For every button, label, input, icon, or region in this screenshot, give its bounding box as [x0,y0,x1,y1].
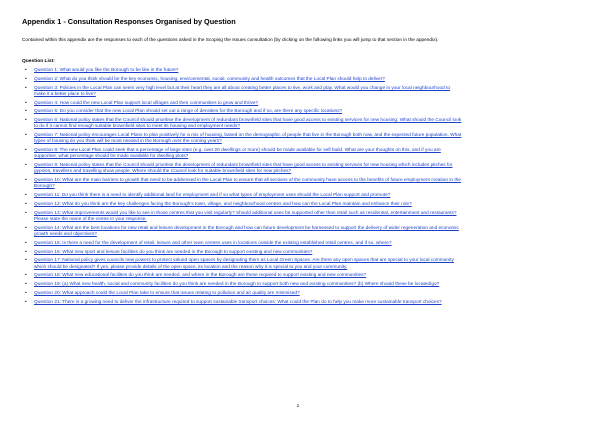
question-link-text: Question 13: What improvements would you like to see in those centres that you visit regularly? Should additional uses be supported other than retail such as residential, entertainment and restaurants? [34,210,457,216]
question-link-13[interactable] [34,211,456,222]
question-list-item [22,250,588,256]
question-link-text: Question 21: There is a growing need to deliver the infrastructure required to support sustainable transport choices: What could the Plan do to help you make more sustainable transport choices? [34,299,442,305]
bullet-icon: • [25,163,27,169]
question-link-text: types of housing do you think will be most needed in the Borough over the coming years? [34,139,222,145]
question-list-item [22,202,588,208]
question-link-text: Question 7: National policy encourages Local Plans to plan positively for a mix of housing, based on the demographic of people that live in the Borough both now, and the expected future population. What [34,133,462,139]
bullet-icon: • [25,148,27,154]
bullet-icon: • [25,193,27,199]
bullet-icon: • [25,225,27,231]
question-link-text: Question 18: What new educational facilities do you think are needed, and where in the Borough are these required to support existing and new communities? [34,273,367,279]
question-link-2[interactable] [34,77,385,82]
question-list-item [22,118,588,130]
question-list-item [22,148,588,160]
bullet-icon: • [25,299,27,305]
question-link-text: Borough? [34,184,55,190]
question-list-item [22,241,588,247]
question-list-item [22,86,588,98]
page-title: Appendix 1 - Consultation Responses Organised by Question [22,17,236,26]
question-link-text: Question 19: (a) What new health, social and community facilities do you think are needed in the Borough to support both new and existing communities? (b) Where should these be located/go? [34,282,440,288]
question-link-text: supportive, what percentage should be made available for dwelling plots? [34,154,189,160]
question-link-text: make it a better place to live? [34,91,96,97]
bullet-icon: • [25,178,27,184]
question-link-text: growth needs and objectives? [34,231,97,237]
bullet-icon: • [25,273,27,279]
question-list-item [22,273,588,279]
question-link-text: Please state the name of the centre in your response. [34,216,147,222]
question-link-text: Question 15: Is there a need for the development of retail, leisure and other town centres uses in locations outside the existing established retail centres, and if so, where? [34,240,392,246]
intro-paragraph: Contained within this appendix are the responses to each of the questions asked in the Scoping the Issues consultation (by clicking on the following links you will jump to that section in the appendix). [22,38,439,43]
question-list-heading: Question List: [22,59,55,64]
question-link-9[interactable] [34,163,453,174]
question-link-4[interactable] [34,101,258,106]
question-link-text: Question 16: What new sport and leisure facilities do you think are needed in the Borough to support existing and new communities? [34,249,313,255]
question-link-10[interactable] [34,178,461,189]
question-link-text: gypsies, travellers and travelling show people. Where should the Council look for suitable brownfield sites for new pitches? [34,169,292,175]
question-link-text: Question 9: National policy states that the Council should prioritise the development of redundant brownfield sites that have good access to existing services for new housing which includes pitches for [34,163,453,169]
question-link-text: Question 12: What do you think are the key challenges facing the Borough's town, village, and neighbourhood centres and how can the Local Plan maintain and enhance their role? [34,201,412,207]
question-list-item [22,226,588,238]
question-link-14[interactable] [34,226,459,237]
bullet-icon: • [25,109,27,115]
question-link-text: Question 11: Do you think there is a need to identify additional land for employment and if so what types of employment uses should the Local Plan support and promote? [34,193,391,199]
question-link-text: Question 1: What would you like the Borough to be like in the future? [34,68,179,73]
question-link-16[interactable] [34,250,312,255]
bullet-icon: • [25,282,27,288]
question-list-item [22,133,588,145]
bullet-icon: • [25,210,27,216]
bullet-icon: • [25,100,27,106]
bullet-icon: • [25,68,27,73]
question-link-5[interactable] [34,109,342,114]
question-link-text: Question 2: What do you think should be the key economic, housing, environmental, social, community and health outcomes that the Local Plan should help to deliver? [34,76,385,82]
question-link-text: Question 6: National policy states that the Council should prioritise the development of redundant brownfield sites that have good access to existing services for new housing. What should the Council look [34,118,462,124]
question-list-item [22,101,588,107]
question-list [22,68,588,309]
question-link-text: Question 8: The new Local Plan could seek that a percentage of large sites (e.g. over 20 dwellings or more) should be made available for self build. What are your thoughts on this, and if you are [34,148,441,154]
bullet-icon: • [25,76,27,82]
question-link-3[interactable] [34,86,450,97]
question-list-item [22,291,588,297]
question-link-6[interactable] [34,118,461,129]
question-link-12[interactable] [34,202,412,207]
bullet-icon: • [25,249,27,255]
question-link-text: Question 20: What approach could the Local Plan take to ensure that issues relating to pollution and air quality are minimised? [34,290,300,296]
question-link-text: Question 14: What are the best locations for new retail and leisure development in the Borough and how can future development be harnessed to support the delivery of wider regeneration and economic [34,225,459,231]
question-link-15[interactable] [34,241,392,246]
question-list-item [22,193,588,199]
bullet-icon: • [25,258,27,264]
question-list-item [22,300,588,306]
question-list-item [22,77,588,83]
bullet-icon: • [25,201,27,207]
question-link-8[interactable] [34,148,441,159]
question-list-item [22,178,588,190]
question-link-text: Question 10: What are the main barriers to growth that need to be addressed in the Local Plan to ensure that all sections of the community have access to the benefits of future employment creation in the [34,178,461,184]
question-link-text: Question 5: Do you consider that the new Local Plan should set out a range of densities for the Borough and if so, are there any specific locations? [34,109,343,115]
question-link-text: to do if it cannot find enough suitable brownfield sites to meet its housing and employment needs? [34,124,240,130]
page-number: 1 [296,404,300,409]
question-link-text: which should be designated? If yes, please provide details of the open space, its location and the reason why it is special to you and your community. [34,264,348,270]
question-link-text: Question 3: Policies in the Local Plan can seem very high level but at their heart they are all about creating better places to live, work and play. What would you change in your local neighbourhood to [34,85,451,91]
bullet-icon: • [25,133,27,139]
question-link-text: Question 17: National policy gives councils new powers to protect valued open spaces by designating them as Local Green Spaces. Are there any open spaces that are special to your local community [34,258,454,264]
bullet-icon: • [25,85,27,91]
question-list-item [22,258,588,270]
question-link-7[interactable] [34,133,461,144]
question-link-20[interactable] [34,291,300,296]
question-link-11[interactable] [34,193,390,198]
question-link-21[interactable] [34,300,442,305]
question-list-item [22,68,588,74]
bullet-icon: • [25,118,27,124]
question-link-1[interactable] [34,68,178,73]
question-link-text: Question 4: How could the new Local Plan support local villages and their communities to grow and thrive? [34,100,259,106]
question-list-item [22,163,588,175]
bullet-icon: • [25,240,27,246]
question-list-item [22,282,588,288]
question-link-18[interactable] [34,273,366,278]
question-link-19[interactable] [34,282,439,287]
question-list-item [22,211,588,223]
question-link-17[interactable] [34,258,454,269]
bullet-icon: • [25,290,27,296]
question-list-item [22,109,588,115]
